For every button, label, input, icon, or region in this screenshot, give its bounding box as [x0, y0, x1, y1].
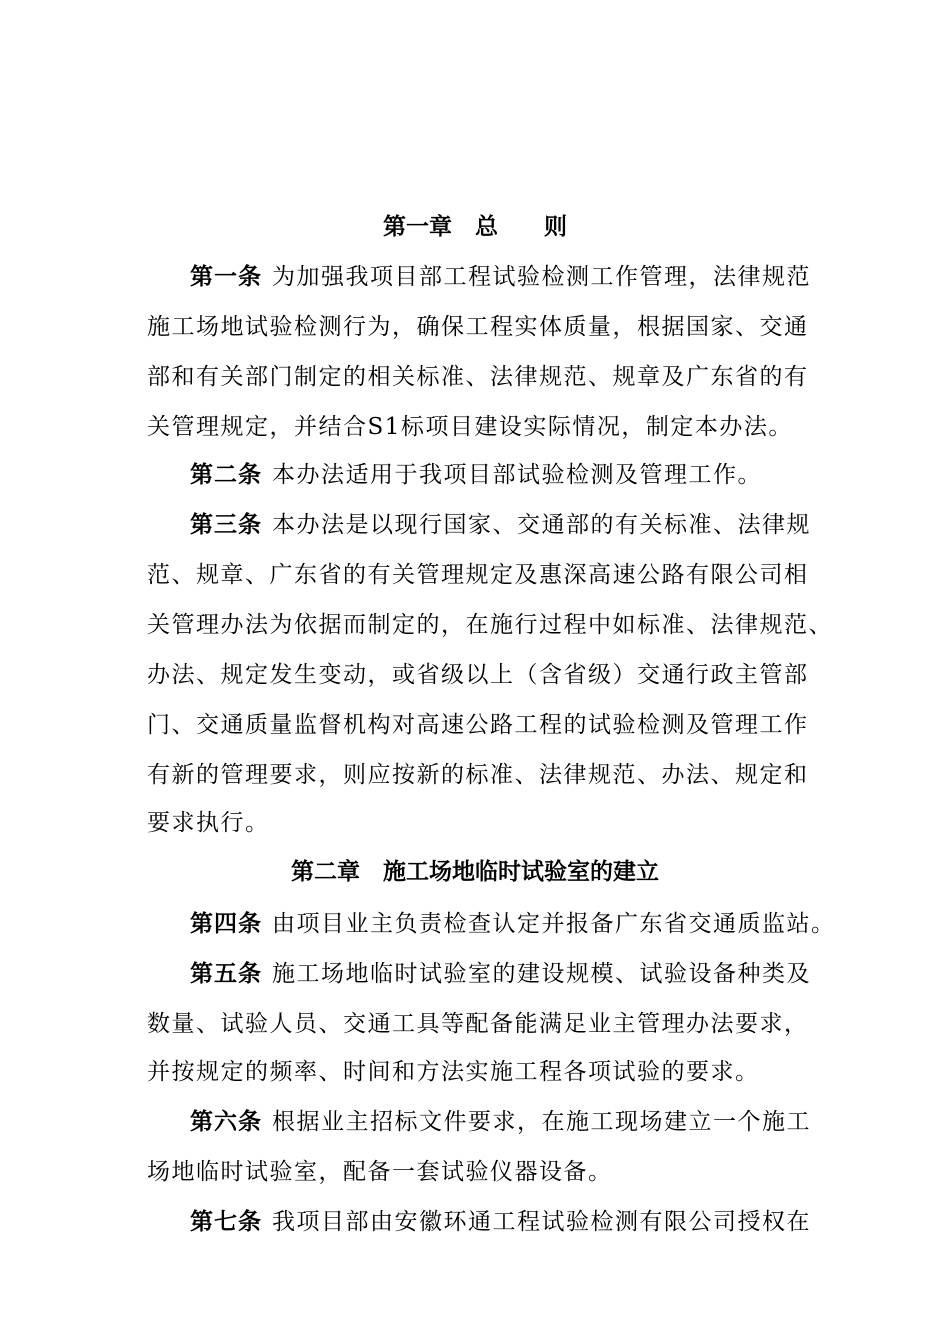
article-5-label: 第五条 — [190, 960, 262, 987]
article-6-label: 第六条 — [190, 1108, 262, 1135]
article-7-label: 第七条 — [190, 1208, 262, 1235]
article-4-label: 第四条 — [190, 910, 262, 937]
article-3-text-1: 本办法是以现行国家、交通部的有关标准、法律规 — [272, 512, 811, 538]
article-3-line-3: 关管理办法为依据而制定的，在施行过程中如标准、法律规范、 — [147, 612, 833, 638]
article-3-line-2: 范、规章、广东省的有关管理规定及惠深高速公路有限公司相 — [147, 562, 809, 588]
article-5-text-1: 施工场地临时试验室的建设规模、试验设备种类及 — [272, 961, 811, 987]
article-3-label: 第三条 — [190, 511, 262, 538]
article-3-line-4: 办法、规定发生变动，或省级以上（含省级）交通行政主管部 — [147, 662, 809, 688]
article-5-line-3: 并按规定的频率、时间和方法实施工程各项试验的要求。 — [147, 1059, 760, 1085]
article-6-line-1 — [190, 1107, 870, 1137]
article-6-text-1: 根据业主招标文件要求，在施工现场建立一个施工 — [272, 1109, 811, 1135]
article-1-line-3: 部和有关部门制定的相关标准、法律规范、规章及广东省的有 — [147, 364, 809, 390]
article-2-label: 第二条 — [190, 461, 262, 488]
article-1-line-1 — [190, 262, 870, 292]
article-7-line-1 — [190, 1207, 870, 1237]
article-5-line-1 — [190, 959, 870, 989]
article-3-line-7: 要求执行。 — [147, 810, 270, 836]
article-3-line-6: 有新的管理要求，则应按新的标准、法律规范、办法、规定和 — [147, 762, 809, 788]
article-1-label: 第一条 — [190, 263, 262, 290]
article-1-line-4: 关管理规定，并结合S1标项目建设实际情况，制定本办法。 — [147, 414, 793, 440]
article-1-text-1: 为加强我项目部工程试验检测工作管理，法律规范 — [272, 264, 811, 290]
article-7-text-1: 我项目部由安徽环通工程试验检测有限公司授权在 — [272, 1209, 811, 1235]
article-2-text-1: 本办法适用于我项目部试验检测及管理工作。 — [272, 462, 762, 488]
article-1-line-2: 施工场地试验检测行为，确保工程实体质量，根据国家、交通 — [147, 314, 809, 340]
article-3-line-5: 门、交通质量监督机构对高速公路工程的试验检测及管理工作 — [147, 712, 809, 738]
chapter-1-title: 第一章 总 则 — [383, 213, 567, 240]
chapter-2-title: 第二章 施工场地临时试验室的建立 — [291, 858, 659, 885]
article-4-text-1: 由项目业主负责检查认定并报备广东省交通质监站。 — [272, 911, 836, 937]
article-5-line-2: 数量、试验人员、交通工具等配备能满足业主管理办法要求， — [147, 1011, 809, 1037]
article-3-line-1 — [190, 510, 870, 540]
article-2-line-1 — [190, 460, 870, 490]
article-6-line-2: 场地临时试验室，配备一套试验仪器设备。 — [147, 1159, 613, 1185]
article-4-line-1 — [190, 909, 870, 939]
